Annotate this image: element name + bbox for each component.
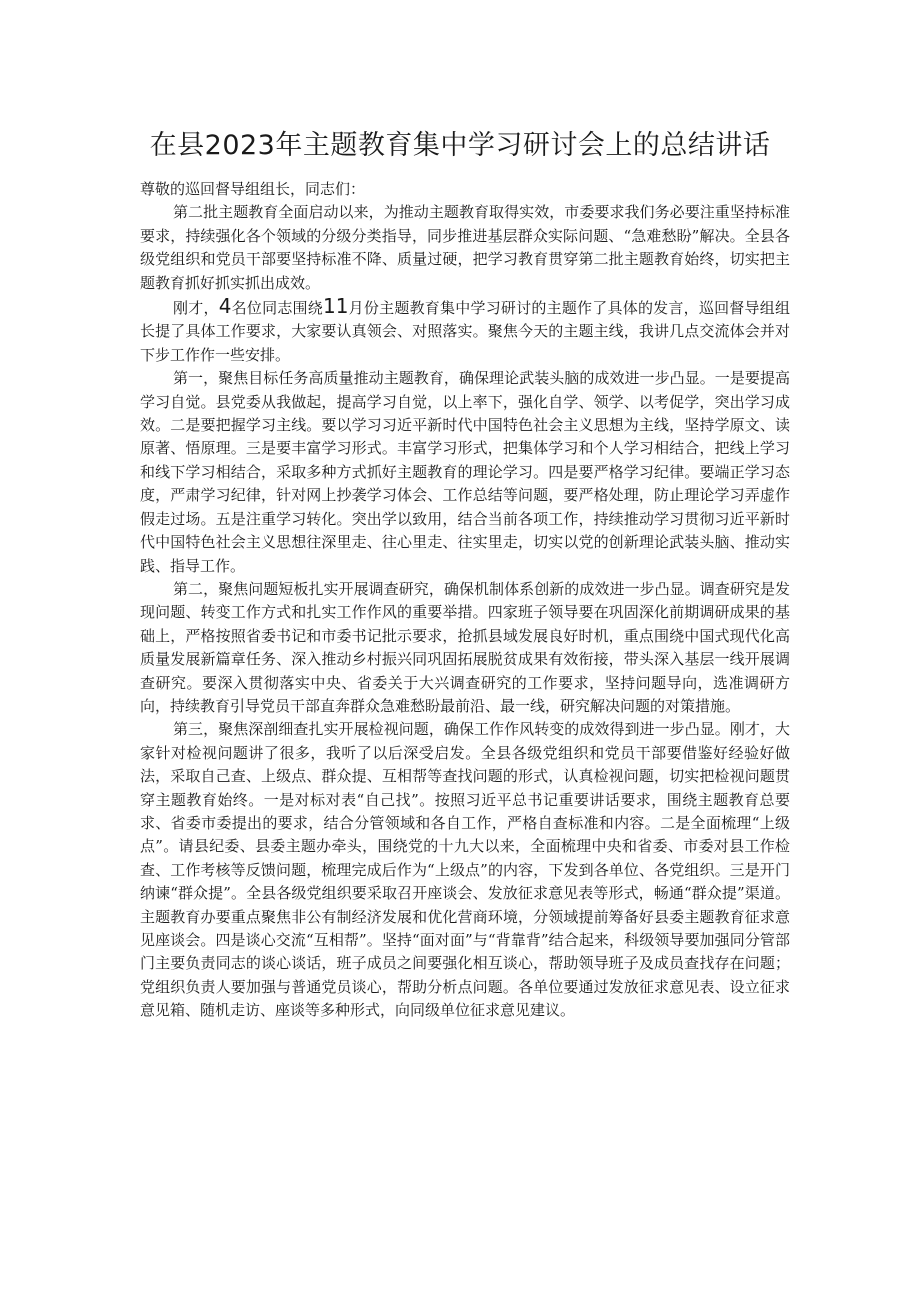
paragraph-speakers — [140, 295, 790, 367]
paragraph-speakers-mid: 名位同志围绕 — [231, 299, 323, 318]
paragraph-speakers-pre: 刚才， — [173, 299, 219, 318]
paragraph-speakers-post: 月份主题教育集中学习研讨的主题作了具体的发言，巡回督导组组长提了具体工作要求，大家要认真领会、对照落实。聚焦今天的主题主线，我讲几点交流体会并对下步工作作一些安排。 — [140, 299, 790, 364]
document-body — [140, 178, 790, 1023]
paragraph-intro: 第二批主题教育全面启动以来，为推动主题教育取得实效，市委要求我们务必要注重坚持标准要求，持续强化各个领域的分级分类指导，同步推进基层群众实际问题、“急难愁盼”解决。全县各级党组织和党员干部要坚持标准不降、质量过硬，把学习教育贯穿第二批主题教育始终，切实把主题教育抓好抓实抓出成效。 — [140, 203, 790, 292]
document-title: 在县2023年主题教育集中学习研讨会上的总结讲话 — [149, 130, 771, 161]
salutation: 尊敬的巡回督导组组长，同志们： — [140, 180, 366, 198]
speaker-count: 4 — [218, 294, 232, 319]
paragraph-second-point: 第二，聚焦问题短板扎实开展调查研究，确保机制体系创新的成效进一步凸显。调查研究是发现问题、转变工作方式和扎实工作作风的重要举措。四家班子领导要在巩固深化前期调研成果的基础上，严格按照省委书记和市委书记批示要求，抢抓县域发展良好时机，重点围绕中国式现代化高质量发展新篇章任务、深入推动乡村振兴同巩固拓展脱贫成果有效衔接，带头深入基层一线开展调查研究。要深入贯彻落实中央、省委关于大兴调查研究的工作要求，坚持问题导向，选准调研方向，持续教育引导党员干部直奔群众急难愁盼最前沿、最一线，研究解决问题的对策措施。 — [140, 579, 790, 715]
paragraph-third-point: 第三，聚焦深剖细查扎实开展检视问题，确保工作作风转变的成效得到进一步凸显。刚才，大家针对检视问题讲了很多，我听了以后深受启发。全县各级党组织和党员干部要借鉴好经验好做法，采取自己查、上级点、群众提、互相帮等查找问题的形式，认真检视问题，切实把检视问题贯穿主题教育始终。一是对标对表“自己找”。按照习近平总书记重要讲话要求，围绕主题教育总要求、省委市委提出的要求，结合分管领域和各自工作，严格自查标准和内容。二是全面梳理“上级点”。请县纪委、县委主题办牵头，围绕党的十九大以来，全面梳理中央和省委、市委对县工作检查、工作考核等反馈问题，梳理完成后作为“上级点”的内容，下发到各单位、各党组织。三是开门纳谏“群众提”。全县各级党组织要采取召开座谈会、发放征求意见表等形式，畅通“群众提”渠道。主题教育办要重点聚焦非公有制经济发展和优化营商环境，分领域提前筹备好县委主题教育征求意见座谈会。四是谈心交流“互相帮”。坚持“面对面”与“背靠背”结合起来，科级领导要加强同分管部门主要负责同志的谈心谈话，班子成员之间要强化相互谈心，帮助领导班子及成员查找存在问题；党组织负责人要加强与普通党员谈心，帮助分析点问题。各单位要通过发放征求意见表、设立征求意见箱、随机走访、座谈等多种形式，向同级单位征求意见建议。 — [140, 720, 790, 1020]
month-number: 11 — [323, 294, 349, 319]
paragraph-first-point: 第一，聚焦目标任务高质量推动主题教育，确保理论武装头脑的成效进一步凸显。一是要提高学习自觉。县党委从我做起，提高学习自觉，以上率下，强化自学、领学、以考促学，突出学习成效。二是要把握学习主线。要以学习习近平新时代中国特色社会主义思想为主线，坚持学原文、读原著、悟原理。三是要丰富学习形式。丰富学习形式，把集体学习和个人学习相结合，把线上学习和线下学习相结合，采取多种方式抓好主题教育的理论学习。四是要严格学习纪律。要端正学习态度，严肃学习纪律，针对网上抄袭学习体会、工作总结等问题，要严格处理，防止理论学习弄虚作假走过场。五是注重学习转化。突出学以致用，结合当前各项工作，持续推动学习贯彻习近平新时代中国特色社会主义思想往深里走、往心里走、往实里走，切实以党的创新理论武装头脑、推动实践、指导工作。 — [140, 369, 790, 575]
